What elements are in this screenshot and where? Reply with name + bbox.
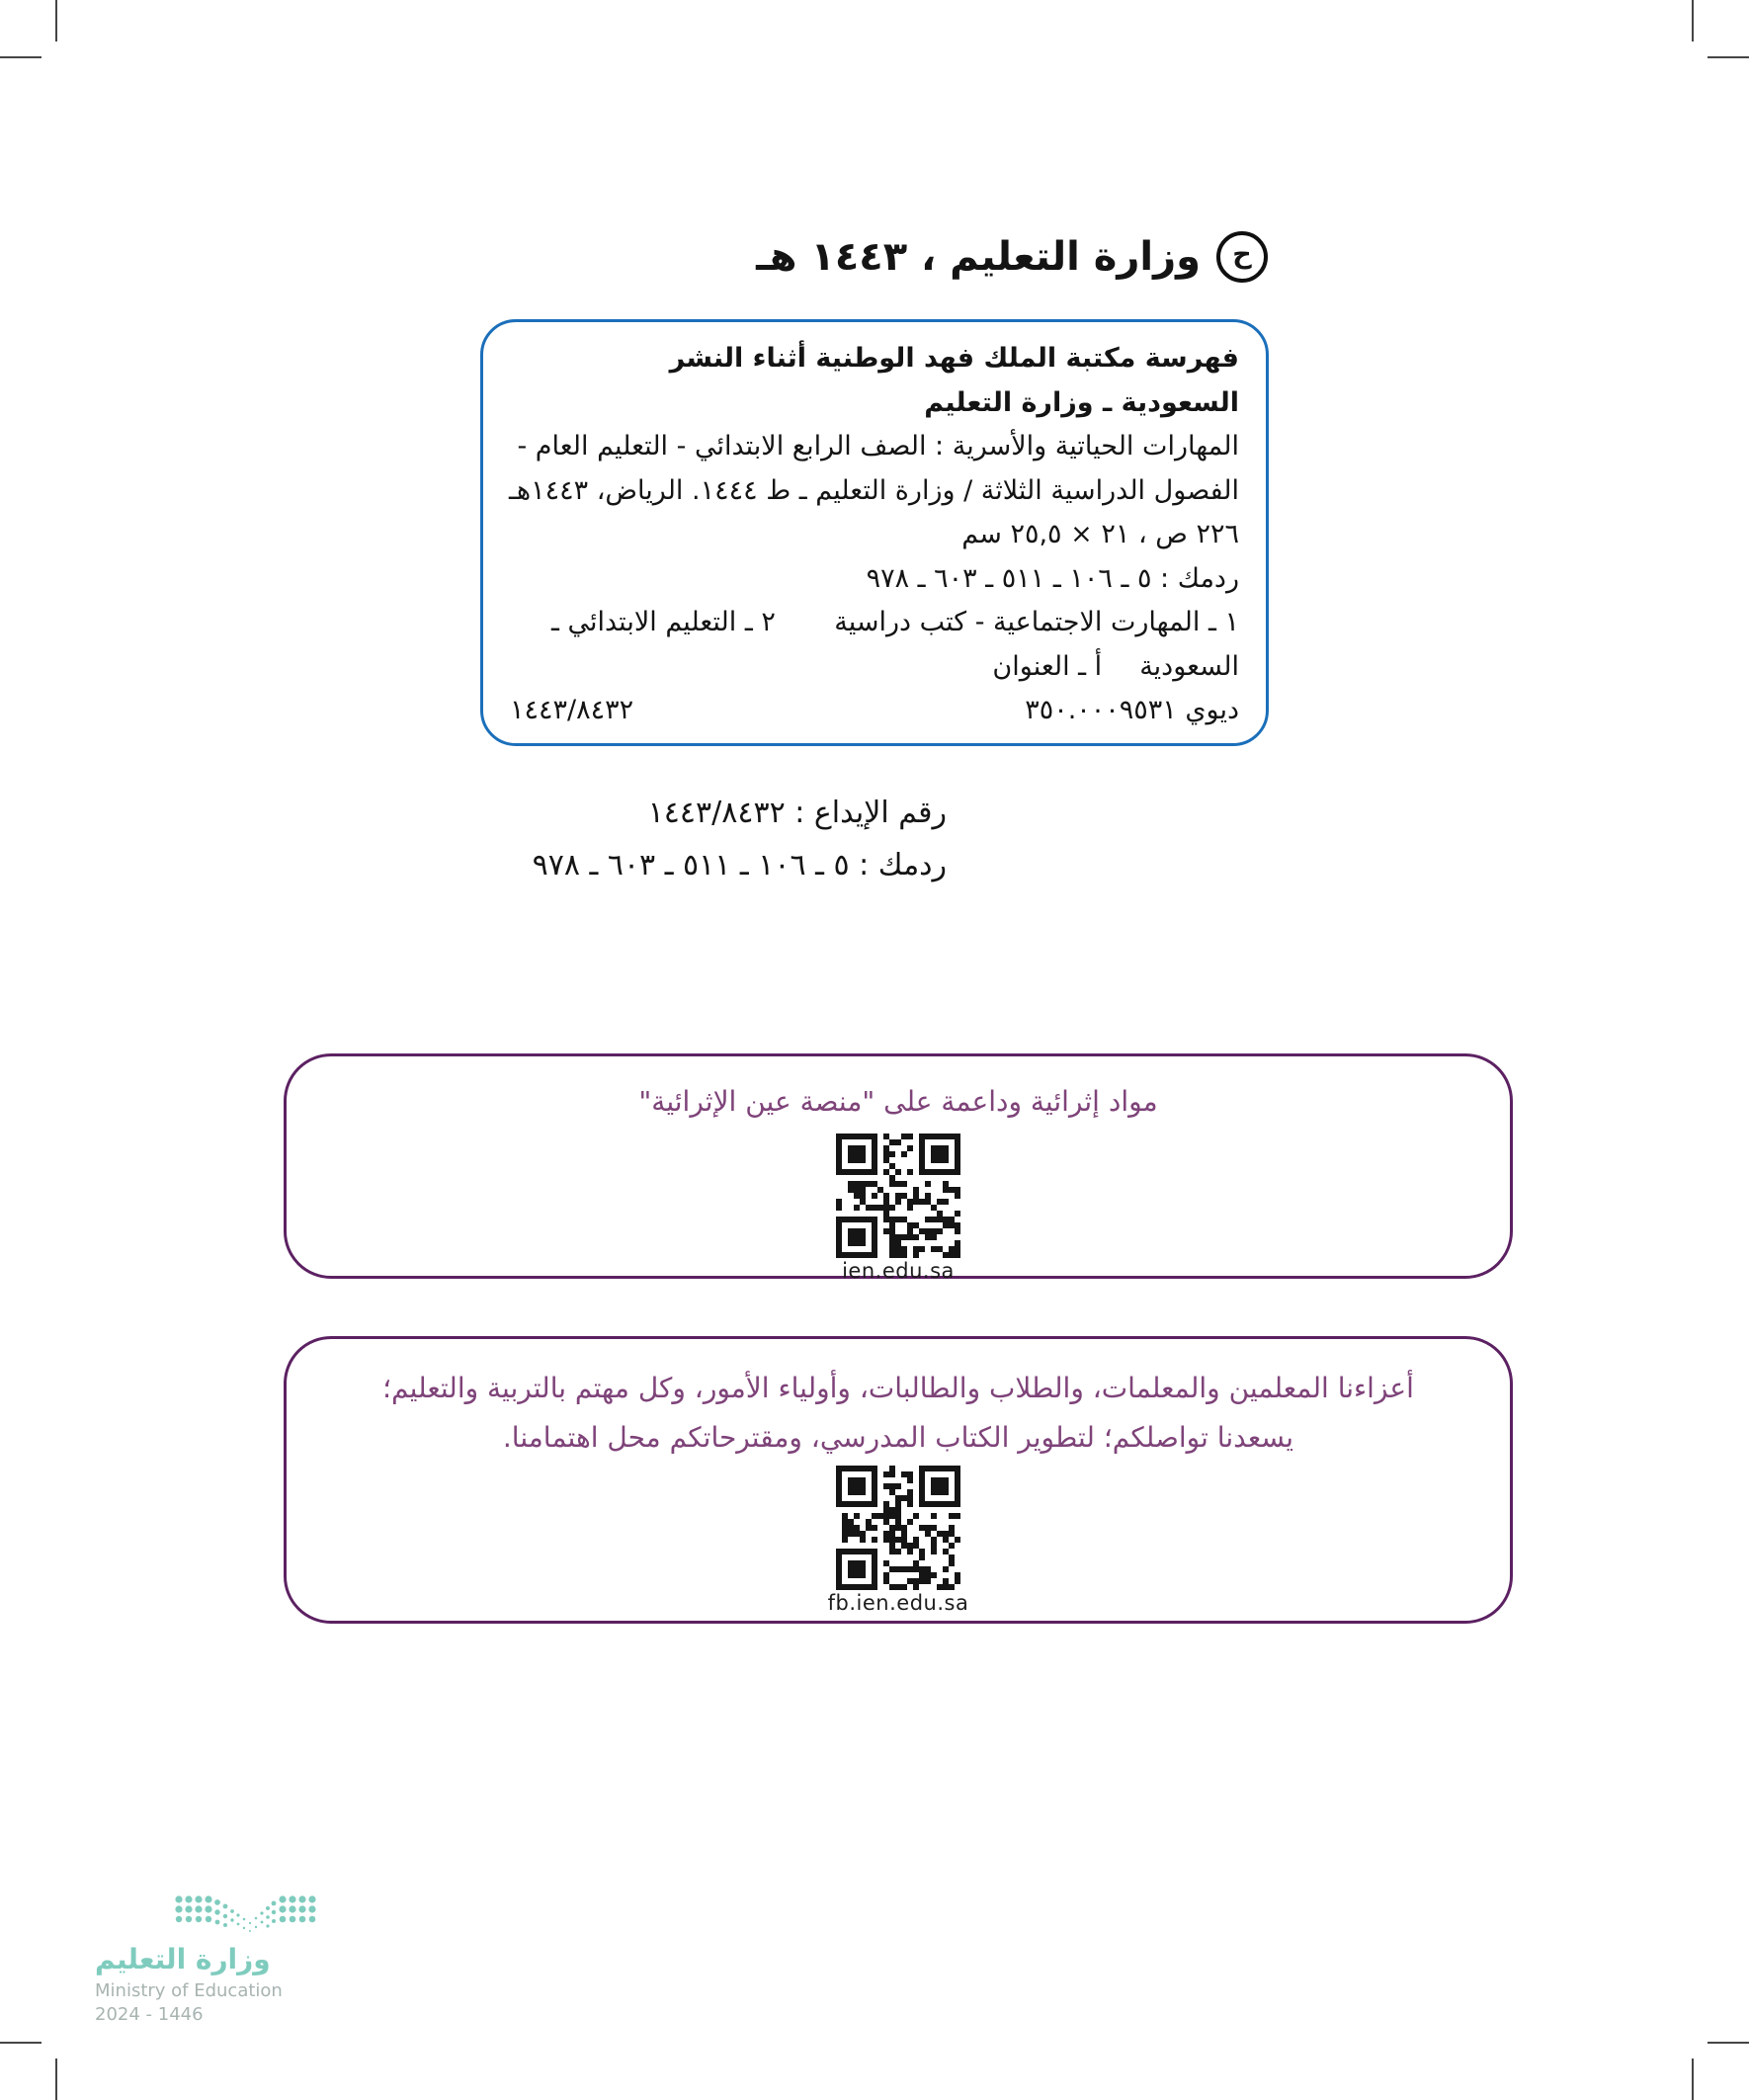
crop-mark-bottom-right-horizontal (1707, 2042, 1749, 2044)
ien-qr-code (836, 1134, 960, 1258)
catalog-line: فهرسة مكتبة الملك فهد الوطنية أثناء النشر (669, 343, 1239, 374)
crop-mark-bottom-right-vertical (1692, 2058, 1694, 2100)
catalog-line: الفصول الدراسية الثلاثة / وزارة التعليم ـ ط ١٤٤٤. الرياض، ١٤٤٣هـ (508, 474, 1239, 506)
ien-qr-caption: ien.edu.sa (842, 1259, 955, 1283)
copyright-circle-icon (1216, 231, 1268, 283)
isbn-line: ردمك : ٥ ـ ١٠٦ ـ ٥١١ ـ ٦٠٣ ـ ٩٧٨ (532, 848, 947, 882)
catalog-line: المهارات الحياتية والأسرية : الصف الرابع الابتدائي - التعليم العام - (517, 431, 1239, 462)
ministry-logo (95, 1893, 342, 2025)
crop-mark-top-right-vertical (1692, 0, 1694, 42)
ministry-logo-years: 2024 - 1446 (95, 2004, 204, 2025)
catalog-title-entry: أ ـ العنوان (992, 650, 1103, 682)
catalog-line: ٢٢٦ ص ، ٢١ × ٢٥,٥ سم (961, 519, 1239, 549)
deposit-number-line: رقم الإيداع : ١٤٤٣/٨٤٣٢ (647, 796, 947, 830)
catalog-subject-continuation: السعودية (1139, 650, 1239, 682)
crop-mark-top-right-horizontal (1707, 56, 1749, 58)
cataloging-box (480, 319, 1269, 746)
catalog-dewey-number: ١٤٤٣/٨٤٣٢ (510, 695, 634, 725)
catalog-line: ردمك : ٥ ـ ١٠٦ ـ ٥١١ ـ ٦٠٣ ـ ٩٧٨ (866, 562, 1239, 594)
crop-mark-bottom-left-horizontal (0, 2042, 42, 2044)
catalog-dewey-class: ديوي ٣٥٠.٠٠٠٩٥٣١ (1025, 695, 1239, 725)
ministry-logo-name-arabic: وزارة التعليم (95, 1943, 271, 1975)
catalog-dewey-row (510, 689, 1239, 733)
feedback-line-2: يسعدنا تواصلكم؛ لتطوير الكتاب المدرسي، ومقترحاتكم محل اهتمامنا. (502, 1421, 1294, 1454)
crop-mark-top-left-horizontal (0, 56, 42, 58)
copyright-title: وزارة التعليم ، ١٤٤٣ هـ (756, 234, 1201, 280)
catalog-subject-2: ٢ ـ التعليم الابتدائي ـ (551, 607, 776, 637)
catalog-subject-1: ١ ـ المهارت الاجتماعية - كتب دراسية (834, 607, 1239, 637)
fb-ien-qr-caption: fb.ien.edu.sa (827, 1591, 969, 1615)
ministry-logo-name-english: Ministry of Education (95, 1980, 283, 2001)
catalog-subjects-continuation-row (510, 645, 1239, 690)
feedback-line-1: أعزاءنا المعلمين والمعلمات، والطلاب والطالبات، وأولياء الأمور، وكل مهتم بالتربية والتعليم؛ (382, 1372, 1414, 1404)
ministry-logo-dots-icon (174, 1893, 322, 1935)
crop-mark-top-left-vertical (55, 0, 57, 42)
fb-ien-qr-code (836, 1466, 960, 1590)
copyright-letter: ح (1232, 238, 1252, 270)
feedback-box (284, 1336, 1513, 1624)
catalog-line: السعودية ـ وزارة التعليم (924, 386, 1239, 418)
copyright-line (756, 231, 1268, 283)
deposit-block (533, 787, 947, 891)
enrichment-box (284, 1053, 1513, 1283)
catalog-subjects-row (510, 601, 1239, 645)
enrichment-title: مواد إثرائية وداعمة على "منصة عين الإثرائية" (638, 1085, 1158, 1118)
crop-mark-bottom-left-vertical (55, 2058, 57, 2100)
